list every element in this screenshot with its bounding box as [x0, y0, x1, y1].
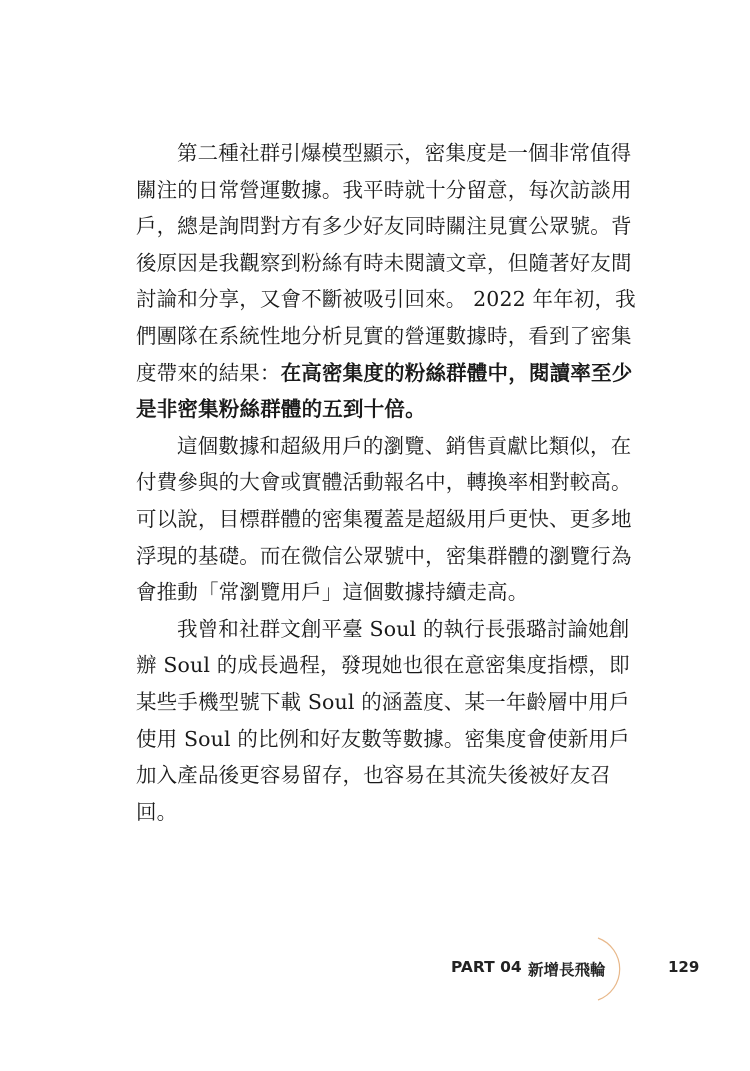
- emphasis-line: 是非密集粉絲群體的五到十倍。: [136, 397, 426, 422]
- paragraph-line: 戶，總是詢問對方有多少好友同時關注見實公眾號。背: [136, 214, 632, 239]
- paragraph-line: 使用 Soul 的比例和好友數等數據。密集度會使新用戶: [136, 726, 630, 751]
- footer-part-label: PART 04: [451, 958, 522, 976]
- normal-text: 度帶來的結果：: [136, 360, 281, 385]
- paragraph-line: 回。: [136, 799, 178, 824]
- paragraph-line: 會推動「常瀏覽用戶」這個數據持續走高。: [136, 580, 529, 605]
- paragraph-line: 關注的日常營運數據。我平時就十分留意，每次訪談用: [136, 177, 632, 202]
- body-text: [136, 135, 636, 830]
- paragraph-line: 辦 Soul 的成長過程，發現她也很在意密集度指標，即: [136, 653, 630, 678]
- paragraph-line: 可以說，目標群體的密集覆蓋是超級用戶更快、更多地: [136, 506, 632, 531]
- emphasis-text: 在高密集度的粉絲群體中，閱讀率至少: [280, 360, 633, 385]
- paragraph-line: 付費參與的大會或實體活動報名中，轉換率相對較高。: [136, 470, 632, 495]
- footer-section-title: 新增長飛輪: [528, 961, 606, 979]
- paragraph-line: 們團隊在系統性地分析見實的營運數據時，看到了密集: [136, 323, 632, 348]
- paragraph-line: 這個數據和超級用戶的瀏覽、銷售貢獻比類似，在: [177, 433, 632, 458]
- paragraph-line: [136, 355, 633, 392]
- paragraph-line: 浮現的基礎。而在微信公眾號中，密集群體的瀏覽行為: [136, 543, 632, 568]
- paragraph-line: 討論和分享，又會不斷被吸引回來。 2022 年年初，我: [136, 287, 636, 312]
- page-number: 129: [668, 958, 700, 976]
- decorative-arc: [560, 936, 640, 1002]
- paragraph-line: 第二種社群引爆模型顯示，密集度是一個非常值得: [177, 141, 632, 165]
- arc-stroke: [598, 938, 620, 1000]
- paragraph-line: 後原因是我觀察到粉絲有時未閱讀文章，但隨著好友間: [136, 250, 632, 275]
- paragraph-line: 某些手機型號下載 Soul 的涵蓋度、某一年齡層中用戶: [136, 689, 630, 714]
- paragraph-line: 加入產品後更容易留存，也容易在其流失後被好友召: [136, 763, 611, 788]
- paragraph-line: 我曾和社群文創平臺 Soul 的執行長張璐討論她創: [177, 616, 630, 641]
